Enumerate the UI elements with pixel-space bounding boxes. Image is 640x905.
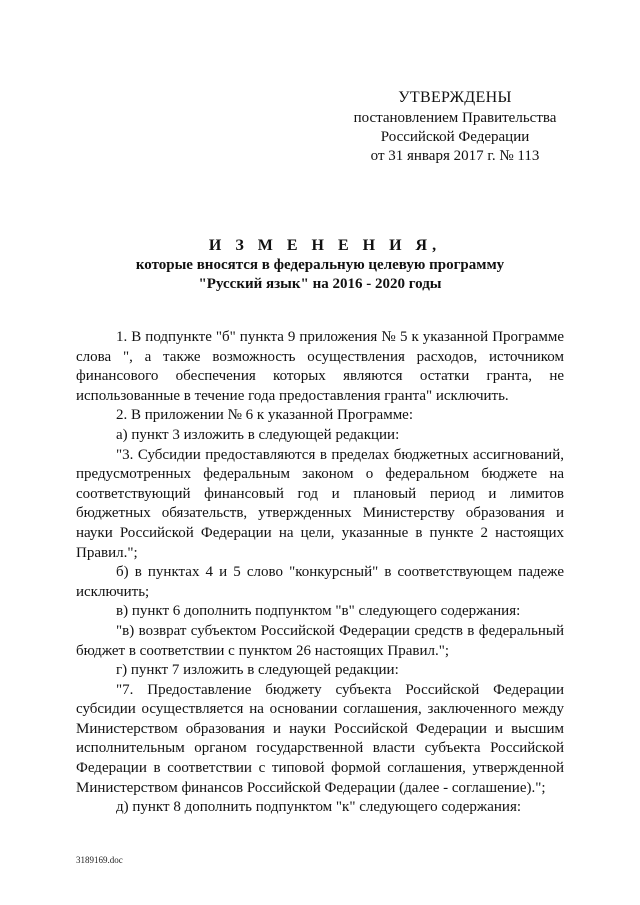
paragraph: "3. Субсидии предоставляются в пределах бюджетных ассигнований, предусмотренных федеральным законом о федеральном бюджете на соответствующий финансовый год и плановый период и лимитов бюджетных обязательств, утвержденных Министерству образования и науки Российской Федерации на цели, указанные в пункте 2 настоящих Правил."; (76, 446, 564, 561)
paragraph: 2. В приложении № 6 к указанной Программе: (116, 407, 414, 424)
title-main: И З М Е Н Е Н И Я, (208, 237, 442, 254)
paragraph: д) пункт 8 дополнить подпунктом "к" следующего содержания: (116, 799, 522, 816)
paragraph: а) пункт 3 изложить в следующей редакции: (116, 426, 400, 443)
paragraph: в) пункт 6 дополнить подпунктом "в" следующего содержания: (116, 603, 521, 620)
paragraph: б) в пунктах 4 и 5 слово "конкурсный" в соответствующем падеже исключить; (76, 564, 564, 600)
approval-heading: УТВЕРЖДЕНЫ (398, 89, 512, 106)
approval-line-3: от 31 января 2017 г. № 113 (370, 148, 540, 164)
approval-stamp (340, 88, 570, 166)
document-body (76, 328, 564, 818)
document-file-code: 3189169.doc (76, 855, 123, 865)
paragraph: 1. В подпункте "б" пункта 9 приложения № 5 к указанной Программе слова ", а также возможность осуществления расходов, источником финансового обеспечения которых являются остатки гранта, не использованные в течение года предоставления гранта" исключить. (76, 329, 564, 404)
approval-line-1: постановлением Правительства (353, 110, 557, 126)
paragraph: "7. Предоставление бюджету субъекта Российской Федерации субсидии осуществляется на основании соглашения, заключенного между Министерством образования и науки Российской Федерации и высшим исполнительным органом государственной власти субъекта Российской Федерации в соответствии с типовой формой соглашения, утвержденной Министерством финансов Российской Федерации (далее - соглашение)."; (76, 681, 564, 796)
document-title (60, 236, 580, 294)
paragraph: "в) возврат субъектом Российской Федерации средств в федеральный бюджет в соответствии с пунктом 26 настоящих Правил."; (76, 622, 564, 659)
title-subtitle-1: которые вносятся в федеральную целевую программу (135, 257, 505, 273)
approval-line-2: Российской Федерации (380, 129, 530, 145)
title-subtitle-2: "Русский язык" на 2016 - 2020 годы (198, 276, 442, 292)
paragraph: г) пункт 7 изложить в следующей редакции: (116, 662, 399, 679)
